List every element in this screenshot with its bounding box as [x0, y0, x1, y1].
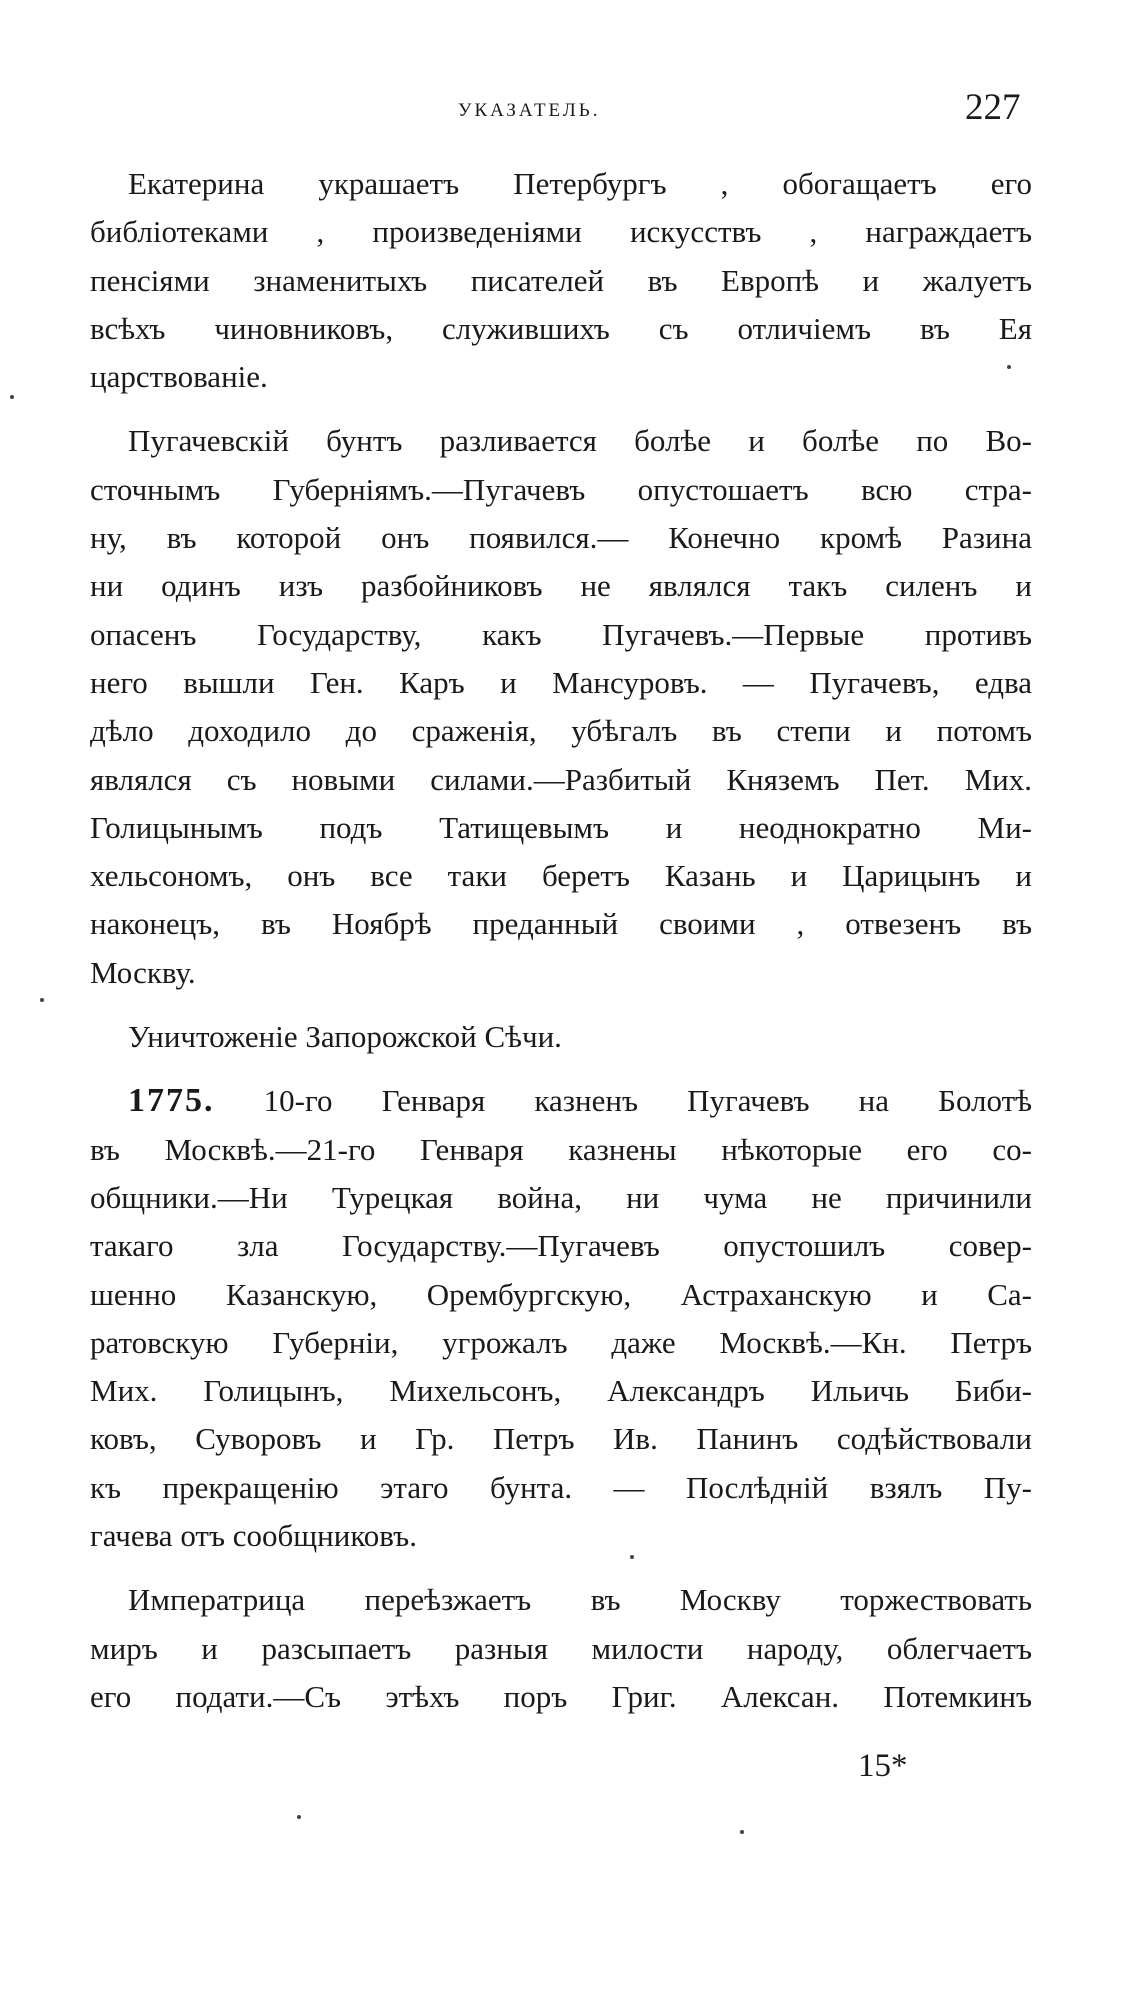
print-speck [10, 395, 14, 399]
paragraph [90, 160, 1032, 401]
print-speck [740, 1830, 744, 1834]
text-line [90, 1077, 1032, 1125]
text-line: опасенъ Государству, какъ Пугачевъ.—Первые противъ [90, 616, 1032, 652]
text-line: ни одинъ изъ разбойниковъ не являлся такъ силенъ и [90, 568, 1032, 604]
text-line: такаго зла Государству.—Пугачевъ опустошилъ совер- [90, 1228, 1032, 1264]
year-label: 1775. [128, 1082, 215, 1120]
running-header: УКАЗАТЕЛЬ. [458, 100, 601, 121]
year-entry [90, 1077, 1032, 1560]
print-speck [630, 1555, 634, 1559]
text-line: пенсіями знаменитыхъ писателей въ Европѣ и жалуетъ [90, 262, 1032, 298]
text-segment: 10-го Генваря казненъ Пугачевъ на Болотѣ [263, 1083, 1033, 1119]
paragraph [90, 417, 1032, 997]
text-line: ну, въ которой онъ появился.— Конечно кромѣ Разина [90, 520, 1032, 556]
text-line: гачева отъ сообщниковъ. [90, 1518, 417, 1554]
text-line: шенно Казанскую, Орембургскую, Астраханскую и Са- [90, 1276, 1032, 1312]
paragraph [90, 1576, 1032, 1721]
text-line: къ прекращенію этаго бунта. — Послѣдній взялъ Пу- [90, 1469, 1032, 1505]
text-line: дѣло доходило до сраженія, убѣгалъ въ степи и потомъ [90, 713, 1032, 749]
signature-mark: 15* [858, 1748, 908, 1784]
text-line: Мих. Голицынъ, Михельсонъ, Александръ Ильичь Биби- [90, 1373, 1032, 1409]
text-line: Москву. [90, 954, 196, 990]
text-line: сточнымъ Губерніямъ.—Пугачевъ опустошаетъ всю стра- [90, 471, 1032, 507]
print-speck [1007, 365, 1011, 369]
print-speck [40, 998, 44, 1002]
text-line: Императрица переѣзжаетъ въ Москву торжествовать [128, 1582, 1032, 1618]
text-line: Пугачевскій бунтъ разливается болѣе и болѣе по Во- [128, 423, 1032, 459]
text-line: ковъ, Суворовъ и Гр. Петръ Ив. Панинъ содѣйствовали [90, 1421, 1032, 1457]
text-line: него вышли Ген. Каръ и Мансуровъ. — Пугачевъ, едва [90, 664, 1032, 700]
text-line: ратовскую Губерніи, угрожалъ даже Москвѣ.—Кн. Петръ [90, 1324, 1032, 1360]
text-line: наконецъ, въ Ноябрѣ преданный своими , отвезенъ въ [90, 906, 1032, 942]
text-line: общники.—Ни Турецкая война, ни чума не причинили [90, 1179, 1032, 1215]
text-line: миръ и разсыпаетъ разныя милости народу, облегчаетъ [90, 1630, 1032, 1666]
text-line: библіотеками , произведеніями искусствъ , награждаетъ [90, 214, 1032, 250]
text-line: хельсономъ, онъ все таки беретъ Казань и Царицынъ и [90, 858, 1032, 894]
text-line: всѣхъ чиновниковъ, служившихъ съ отличіемъ въ Ея [90, 310, 1032, 346]
text-line: царствованіе. [90, 359, 268, 395]
text-line: Голицынымъ подъ Татищевымъ и неоднократно Ми- [90, 809, 1032, 845]
text-line: его подати.—Съ этѣхъ поръ Григ. Алексан. Потемкинъ [90, 1678, 1032, 1714]
page-number: 227 [965, 87, 1021, 128]
text-line: Уничтоженіе Запорожской Сѣчи. [128, 1019, 562, 1055]
body-text [90, 160, 1032, 1721]
text-line: Екатерина украшаетъ Петербургъ , обогащаетъ его [128, 166, 1032, 201]
paragraph [90, 1013, 1032, 1061]
print-speck [297, 1815, 301, 1819]
text-line: являлся съ новыми силами.—Разбитый Княземъ Пет. Мих. [90, 761, 1032, 797]
text-line: въ Москвѣ.—21-го Генваря казнены нѣкоторые его со- [90, 1131, 1032, 1167]
